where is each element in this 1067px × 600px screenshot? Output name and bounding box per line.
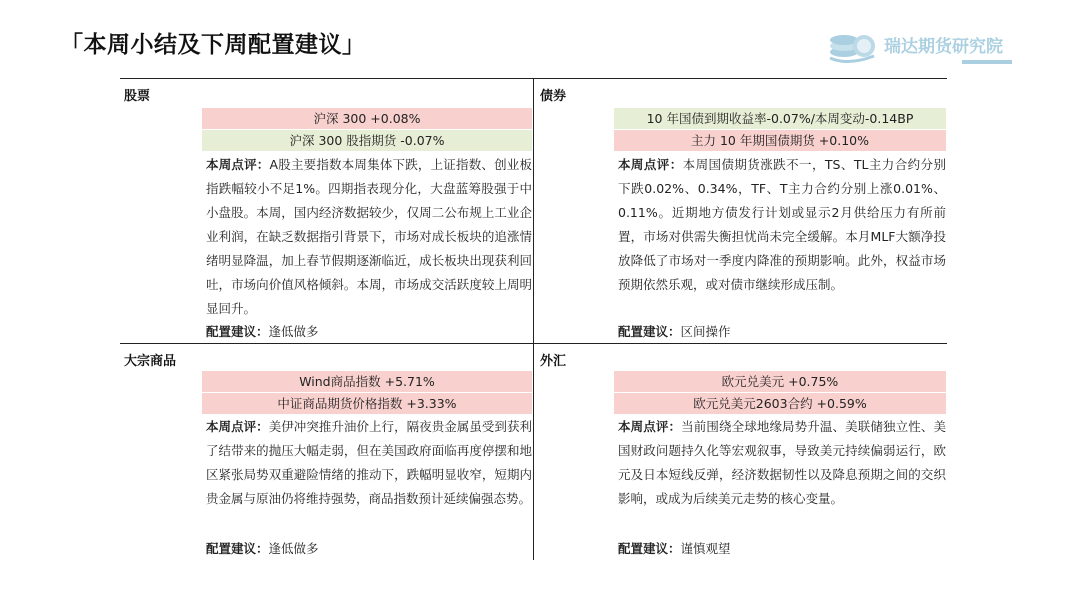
page-title: 「本周小结及下周配置建议」 — [60, 32, 366, 58]
coins-icon — [828, 22, 884, 68]
section-heading: 债券 — [540, 89, 567, 104]
advice-text: 谨慎观望 — [680, 541, 731, 556]
allocation-table — [120, 78, 947, 560]
advice-label: 配置建议： — [206, 324, 269, 339]
weekly-comment — [618, 153, 946, 297]
index-row: 主力 10 年期国债期货 +0.10% — [614, 130, 946, 151]
brand-name: 瑞达期货研究院 — [884, 37, 1003, 57]
comment-text: 本周国债期货涨跌不一，TS、TL主力合约分别下跌0.02%、0.34%，TF、T主力合约分别上涨0.01%、0.11%。近期地方债发行计划或显示2月供给压力有所前置，市场对供需失衡担忧尚未完全缓解。本月MLF大额净投放降低了市场对一季度内降准的预期影响。此外，权益市场预期依然乐观，或对债市继续形成压制。 — [618, 157, 946, 292]
index-row: 沪深 300 +0.08% — [202, 108, 532, 129]
brand-underline — [962, 60, 1012, 64]
comment-label: 本周点评： — [618, 157, 683, 172]
comment-label: 本周点评： — [618, 419, 682, 434]
advice-label: 配置建议： — [618, 324, 681, 339]
comment-label: 本周点评： — [206, 419, 269, 434]
index-row: 中证商品期货价格指数 +3.33% — [202, 393, 532, 414]
advice-text: 区间操作 — [680, 324, 731, 339]
advice-text: 逢低做多 — [268, 541, 319, 556]
index-row: 欧元兑美元2603合约 +0.59% — [614, 393, 946, 414]
advice-label: 配置建议： — [206, 541, 269, 556]
weekly-comment — [618, 415, 946, 511]
index-row: 10 年国债到期收益率-0.07%/本周变动-0.14BP — [614, 108, 946, 129]
column-divider-bottom — [533, 344, 534, 560]
section-heading: 外汇 — [540, 354, 567, 369]
weekly-comment — [206, 415, 532, 511]
comment-text: A股主要指数本周集体下跌，上证指数、创业板指跌幅较小不足1%。四期指表现分化，大盘蓝筹股强于中小盘股。本周，国内经济数据较少，仅周二公布规上工业企业利润，在缺乏数据指引背景下，市场对成长板块的追涨情绪明显降温，加上春节假期逐渐临近，成长板块出现获利回吐，市场向价值风格倾斜。本周，市场成交活跃度较上周明显回升。 — [206, 157, 532, 316]
allocation-advice — [206, 539, 319, 557]
advice-text: 逢低做多 — [268, 324, 319, 339]
allocation-advice — [206, 322, 319, 340]
comment-text: 美伊冲突推升油价上行，隔夜贵金属虽受到获利了结带来的抛压大幅走弱，但在美国政府面临再度停摆和地区紧张局势双重避险情绪的推动下，跌幅明显收窄，短期内贵金属与原油仍将维持强势，商品指数预计延续偏强态势。 — [206, 419, 532, 506]
brand-logo — [828, 22, 1018, 68]
section-heading: 大宗商品 — [124, 354, 177, 369]
comment-text: 当前围绕全球地缘局势升温、美联储独立性、美国财政问题持久化等宏观叙事，导致美元持续偏弱运行，欧元及日本短线反弹，经济数据韧性以及降息预期之间的交织影响，或成为后续美元走势的核心变量。 — [618, 419, 946, 506]
allocation-advice — [618, 322, 731, 340]
index-row: 欧元兑美元 +0.75% — [614, 371, 946, 392]
allocation-advice — [618, 539, 731, 557]
column-divider-top — [533, 78, 534, 343]
weekly-comment — [206, 153, 532, 321]
section-heading: 股票 — [124, 89, 151, 104]
comment-label: 本周点评： — [206, 157, 270, 172]
index-row: 沪深 300 股指期货 -0.07% — [202, 130, 532, 151]
index-row: Wind商品指数 +5.71% — [202, 371, 532, 392]
advice-label: 配置建议： — [618, 541, 681, 556]
